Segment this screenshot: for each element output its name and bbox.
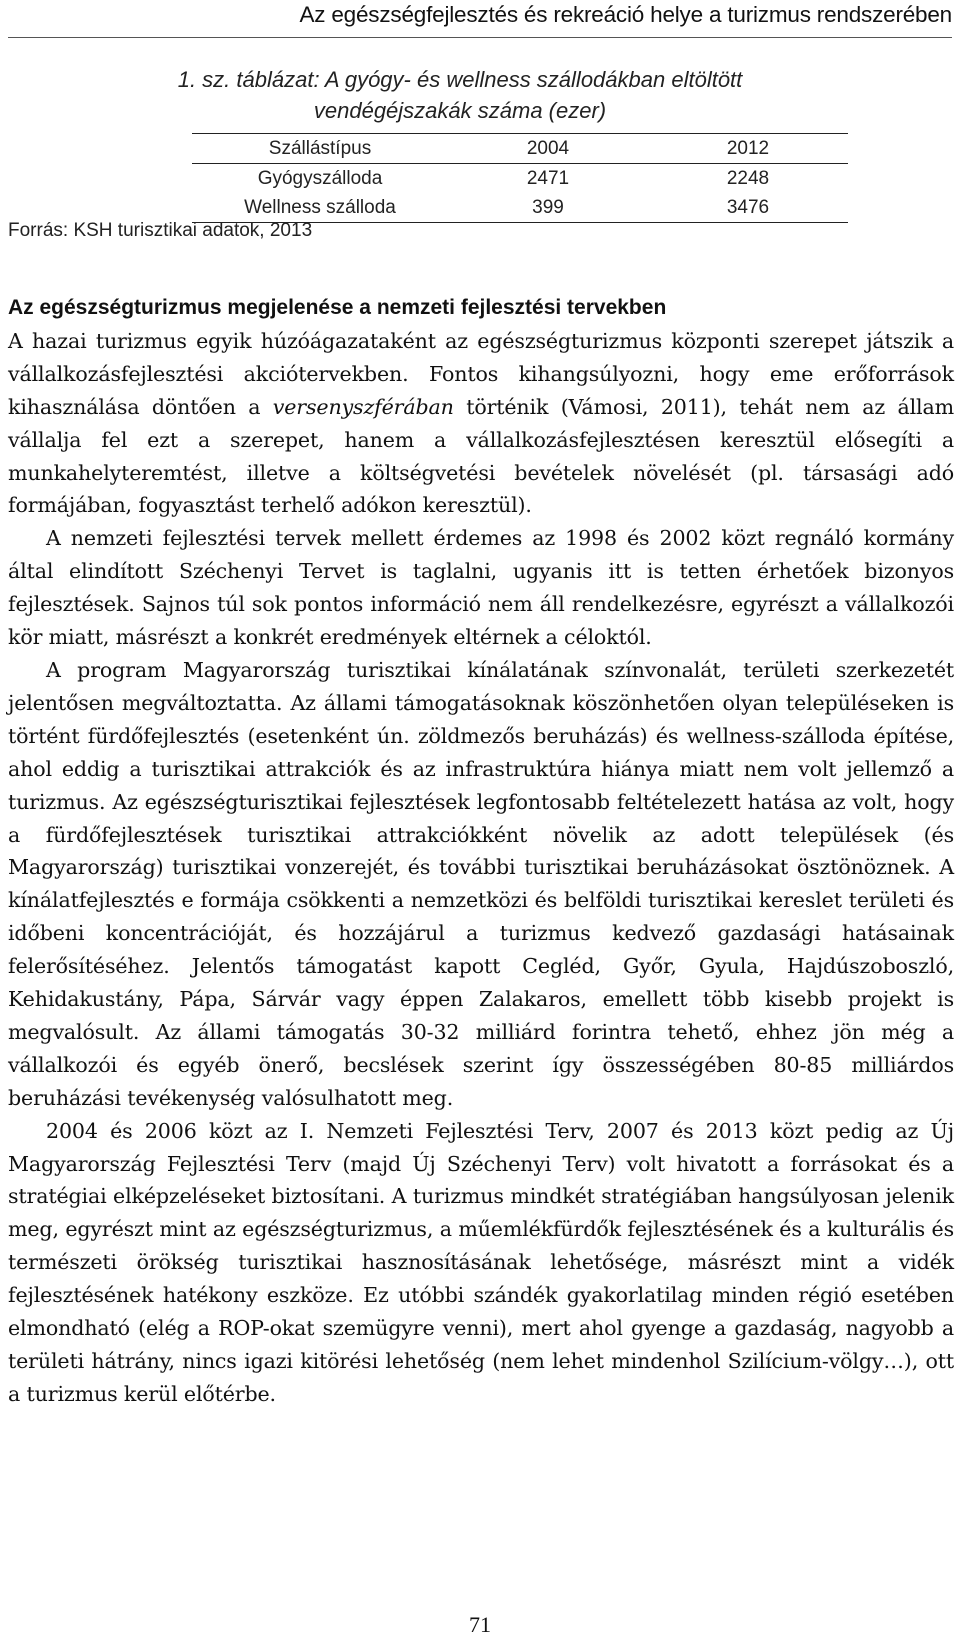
table-source-note: Forrás: KSH turisztikai adatok, 2013 [8, 220, 313, 241]
table-cell: Wellness szálloda [244, 196, 396, 218]
guest-nights-table [192, 133, 848, 223]
paragraph-1-emphasis: versenyszférában [272, 394, 454, 419]
paragraph-2: A nemzeti fejlesztési tervek mellett érdemes az 1998 és 2002 közt regnáló kormány által elindított Széchenyi Tervet is taglalni, ugyanis itt is tetten érhetőek bizonyos fejlesztések. Sajnos túl sok pontos információ nem áll rendelkezésre, egyrészt a vállalkozói kör miatt, másrészt a konkrét eredmények eltérnek a céloktól. [8, 526, 954, 650]
running-header: Az egészségfejlesztés és rekreáció helye a turizmus rendszerében [299, 2, 952, 27]
table-caption [115, 64, 805, 126]
table-caption-line-2: vendégéjszakák száma (ezer) [313, 98, 607, 123]
paragraph-1 [8, 325, 954, 522]
header-divider [8, 37, 952, 38]
paragraph-3: A program Magyarország turisztikai kínálatának színvonalát, területi szerkezetét jelentősen megváltoztatta. Az állami támogatásoknak köszönhetően olyan településeken is történt fürdőfejlesztés (esetenként ún. zöldmezős beruházás) és wellness-szálloda építése, ahol eddig a turisztikai attrakciók és az infrastruktúra hiánya miatt nem volt jellemző a turizmus. Az egészségturisztikai fejlesztések legfontosabb feltételezett hatása az volt, hogy a fürdőfejlesztések turisztikai attrakciókként növelik az adott települések (és Magyarország) turisztikai vonzerejét, és további turisztikai beruházásokat ösztönöznek. A kínálatfejlesztés e formája csökkenti a nemzetközi és belföldi turisztikai kereslet területi és időbeni koncentrációját, és hozzájárul a turizmus kedvező gazdasági hatásainak felerősítéséhez. Jelentős támogatást kapott Cegléd, Győr, Gyula, Hajdúszoboszló, Kehidakustány, Pápa, Sárvár vagy éppen Zalakaros, emellett több kisebb projekt is megvalósult. Az állami támogatás 30-32 milliárd forintra tehető, ehhez jön még a vállalkozói és egyéb önerő, becslések szerint így összességében 80-85 milliárdos beruházási tevékenység valósulhatott meg. [8, 657, 954, 1110]
section-heading: Az egészségturizmus megjelenése a nemzeti fejlesztési tervekben [8, 296, 667, 319]
paragraph-1-text-b: történik (Vámosi, 2011), tehát nem az állam vállalja fel ezt a szerepet, hanem a vállalkozásfejlesztésen keresztül elősegíti a munkahelyteremtést, illetve a költségvetési bevételek növelését (pl. társasági adó formájában, fogyasztást terhelő adókon keresztül). [8, 394, 954, 518]
table-cell: Gyógyszálloda [257, 167, 383, 189]
column-header: Szállástípus [268, 137, 372, 159]
article-body [8, 292, 954, 1411]
table-cell: 2248 [726, 167, 770, 189]
table-caption-line-1: 1. sz. táblázat: A gyógy- és wellness szállodákban eltöltött [177, 67, 743, 92]
column-header: 2004 [526, 137, 570, 159]
table-row [192, 193, 848, 223]
table-cell: 3476 [726, 196, 770, 218]
column-header: 2012 [726, 137, 770, 159]
paragraph-1-text-a: A hazai turizmus egyik húzóágazataként az egészségturizmus központi szerepet játszik a vállalkozásfejlesztési akciótervekben. Fontos kihangsúlyozni, hogy eme erőforrások kihasználása döntően a [8, 328, 954, 419]
table-cell: 2471 [526, 167, 570, 189]
table-header-row [192, 134, 848, 164]
table-row [192, 164, 848, 194]
paragraph-4: 2004 és 2006 közt az I. Nemzeti Fejlesztési Terv, 2007 és 2013 közt pedig az Új Magyarország Fejlesztési Terv (majd Új Széchenyi Terv) volt hivatott a forrásokat és a stratégiai elképzeléseket biztosítani. A turizmus mindkét stratégiában hangsúlyosan jelenik meg, egyrészt mint az egészségturizmus, a műemlékfürdők fejlesztésének és a kulturális és természeti örökség turisztikai hasznosításának lehetősége, másrészt mint a vidék fejlesztésének hatékony eszköze. Ez utóbbi szándék gyakorlatilag minden régió esetében elmondható (elég a ROP-okat szemügyre venni), mert ahol gyenge a gazdaság, nagyobb a területi hátrány, nincs igazi kitörési lehetőség (nem lehet mindenhol Szilícium-völgy…), ott a turizmus kerül előtérbe. [8, 1118, 954, 1406]
table-cell: 399 [532, 196, 564, 218]
page-number: 71 [469, 1612, 491, 1637]
